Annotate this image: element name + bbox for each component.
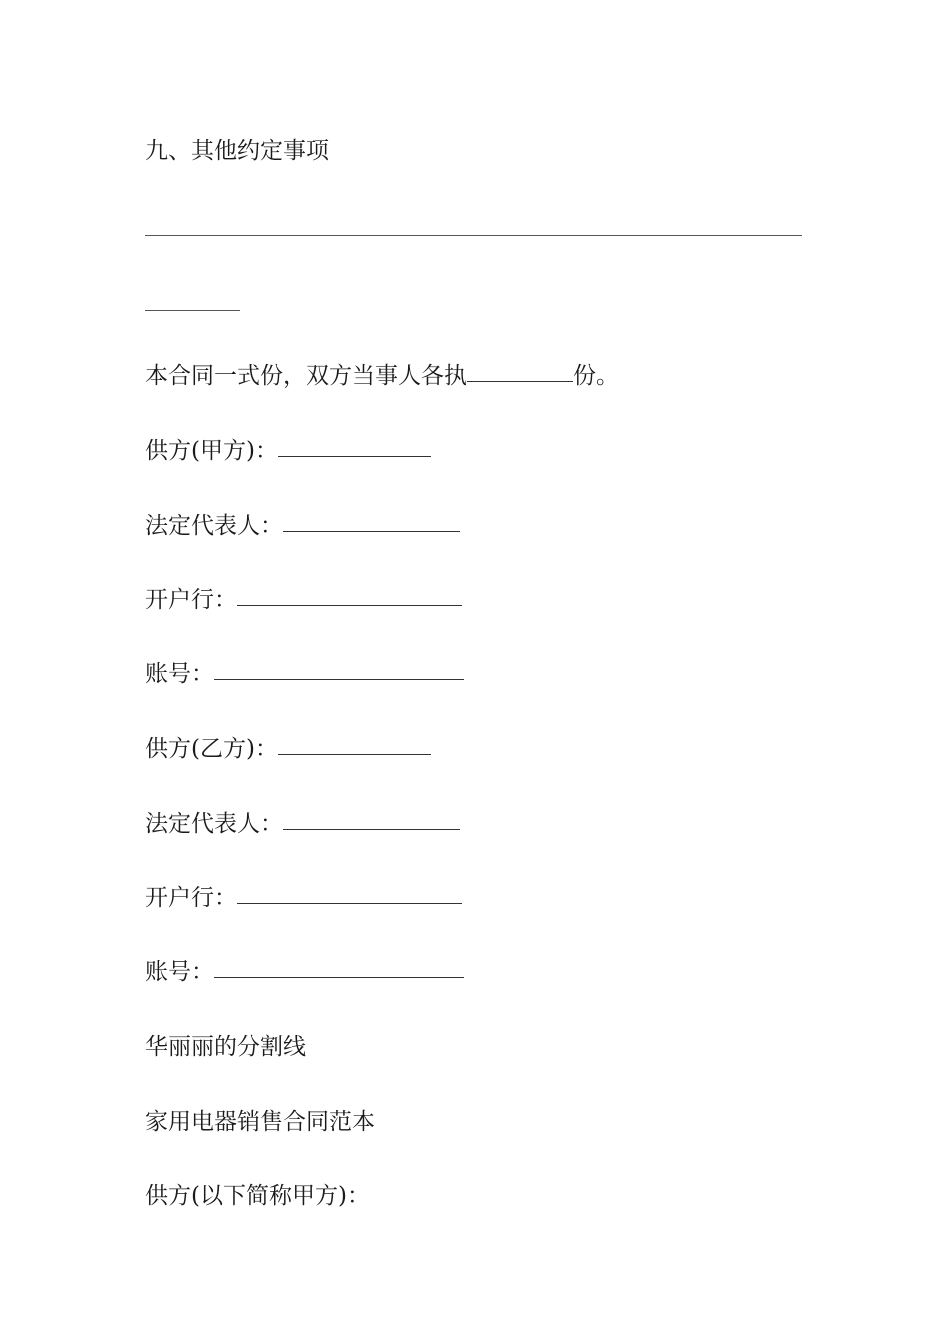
party-a-account-label: 账号： [145,661,214,687]
party-a-supplier-row [145,436,431,466]
section-heading: 九、其他约定事项 [145,138,329,164]
party-a-account-row [145,659,464,689]
party-b-account-label: 账号： [145,959,214,985]
other-terms-blank-line [145,235,802,236]
party-b-account-blank [214,976,464,978]
party-b-bank-label: 开户行： [145,885,237,911]
party-b-legal-rep-label: 法定代表人： [145,811,283,837]
party-a-supplier-label: 供方(甲方)： [145,438,278,464]
party-a-bank-row [145,585,462,615]
party-a-legal-rep-label: 法定代表人： [145,513,283,539]
next-supplier-label: 供方(以下简称甲方)： [145,1183,370,1209]
party-b-bank-row [145,883,462,913]
party-b-account-row [145,957,464,987]
copies-blank [467,380,573,382]
party-a-supplier-blank [278,455,431,457]
party-a-bank-blank [237,604,462,606]
party-b-legal-rep-row [145,809,460,839]
party-a-legal-rep-blank [283,530,460,532]
party-a-bank-label: 开户行： [145,587,237,613]
party-b-supplier-blank [278,753,431,755]
party-a-account-blank [214,678,464,680]
copies-text-before: 本合同一式份，双方当事人各执 [145,363,467,389]
contract-title: 家用电器销售合同范本 [145,1109,375,1135]
divider-text: 华丽丽的分割线 [145,1034,306,1060]
copies-clause [145,361,619,391]
party-b-supplier-label: 供方(乙方)： [145,736,278,762]
party-a-legal-rep-row [145,511,460,541]
party-b-legal-rep-blank [283,828,460,830]
copies-text-after: 份。 [573,363,619,389]
party-b-bank-blank [237,902,462,904]
other-terms-blank-line-short [145,310,240,311]
party-b-supplier-row [145,734,431,764]
